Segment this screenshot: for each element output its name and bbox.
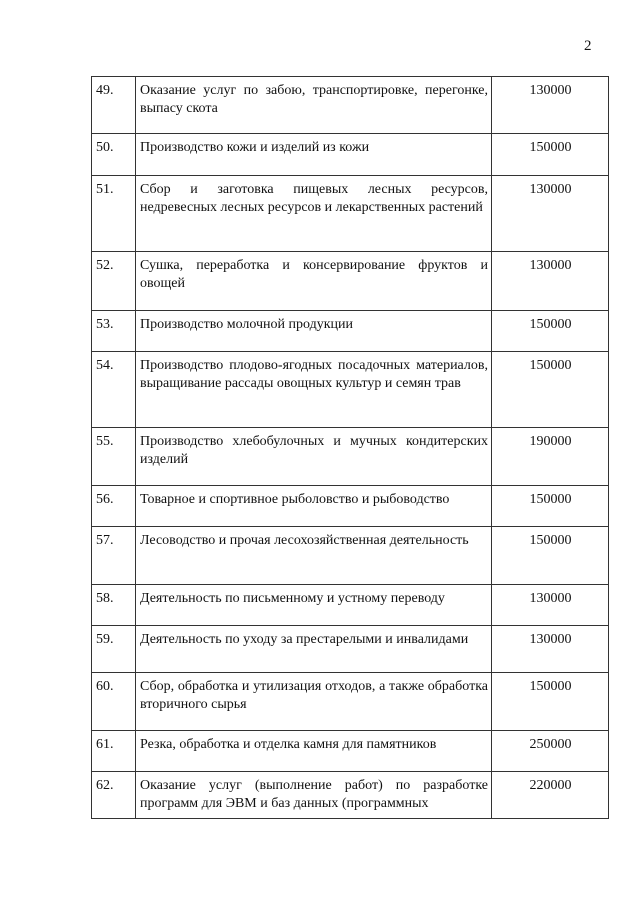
row-number: 56. — [92, 486, 136, 527]
row-number: 60. — [92, 673, 136, 731]
row-number: 50. — [92, 134, 136, 176]
row-number: 62. — [92, 772, 136, 819]
row-number: 49. — [92, 77, 136, 134]
activity-amount: 150000 — [492, 673, 609, 731]
activity-amount: 190000 — [492, 428, 609, 486]
activity-amount: 150000 — [492, 486, 609, 527]
row-number: 51. — [92, 176, 136, 252]
activity-amount: 220000 — [492, 772, 609, 819]
activity-description: Лесоводство и прочая лесохозяйственная деятельность — [136, 527, 492, 585]
table-row — [92, 252, 609, 311]
table-row — [92, 134, 609, 176]
table-row — [92, 673, 609, 731]
activity-table — [91, 76, 609, 819]
activity-description: Сушка, переработка и консервирование фруктов и овощей — [136, 252, 492, 311]
activity-amount: 150000 — [492, 527, 609, 585]
table-row — [92, 772, 609, 819]
activity-description: Резка, обработка и отделка камня для памятников — [136, 731, 492, 772]
row-number: 58. — [92, 585, 136, 626]
row-number: 54. — [92, 352, 136, 428]
activity-amount: 150000 — [492, 311, 609, 352]
activity-amount: 150000 — [492, 352, 609, 428]
table-row — [92, 585, 609, 626]
row-number: 59. — [92, 626, 136, 673]
table-row — [92, 77, 609, 134]
table-row — [92, 626, 609, 673]
activity-amount: 130000 — [492, 252, 609, 311]
table-row — [92, 486, 609, 527]
row-number: 55. — [92, 428, 136, 486]
row-number: 53. — [92, 311, 136, 352]
activity-description: Деятельность по письменному и устному переводу — [136, 585, 492, 626]
row-number: 52. — [92, 252, 136, 311]
activity-description: Сбор и заготовка пищевых лесных ресурсов, недревесных лесных ресурсов и лекарственных растений — [136, 176, 492, 252]
table-row — [92, 176, 609, 252]
activity-amount: 130000 — [492, 585, 609, 626]
table-row — [92, 352, 609, 428]
activity-description: Сбор, обработка и утилизация отходов, а также обработка вторичного сырья — [136, 673, 492, 731]
activity-description: Производство плодово-ягодных посадочных материалов, выращивание рассады овощных культур и семян трав — [136, 352, 492, 428]
table-row — [92, 731, 609, 772]
page-number: 2 — [584, 38, 592, 54]
table-row — [92, 428, 609, 486]
activity-description: Производство хлебобулочных и мучных кондитерских изделий — [136, 428, 492, 486]
activity-description: Оказание услуг (выполнение работ) по разработке программ для ЭВМ и баз данных (программных — [136, 772, 492, 819]
activity-description: Оказание услуг по забою, транспортировке, перегонке, выпасу скота — [136, 77, 492, 134]
row-number: 61. — [92, 731, 136, 772]
activity-description: Деятельность по уходу за престарелыми и инвалидами — [136, 626, 492, 673]
activity-description: Товарное и спортивное рыболовство и рыбоводство — [136, 486, 492, 527]
activity-description: Производство молочной продукции — [136, 311, 492, 352]
table-row — [92, 527, 609, 585]
activity-amount: 130000 — [492, 176, 609, 252]
activity-description: Производство кожи и изделий из кожи — [136, 134, 492, 176]
activity-amount: 130000 — [492, 77, 609, 134]
row-number: 57. — [92, 527, 136, 585]
activity-amount: 130000 — [492, 626, 609, 673]
table-row — [92, 311, 609, 352]
activity-amount: 150000 — [492, 134, 609, 176]
activity-amount: 250000 — [492, 731, 609, 772]
